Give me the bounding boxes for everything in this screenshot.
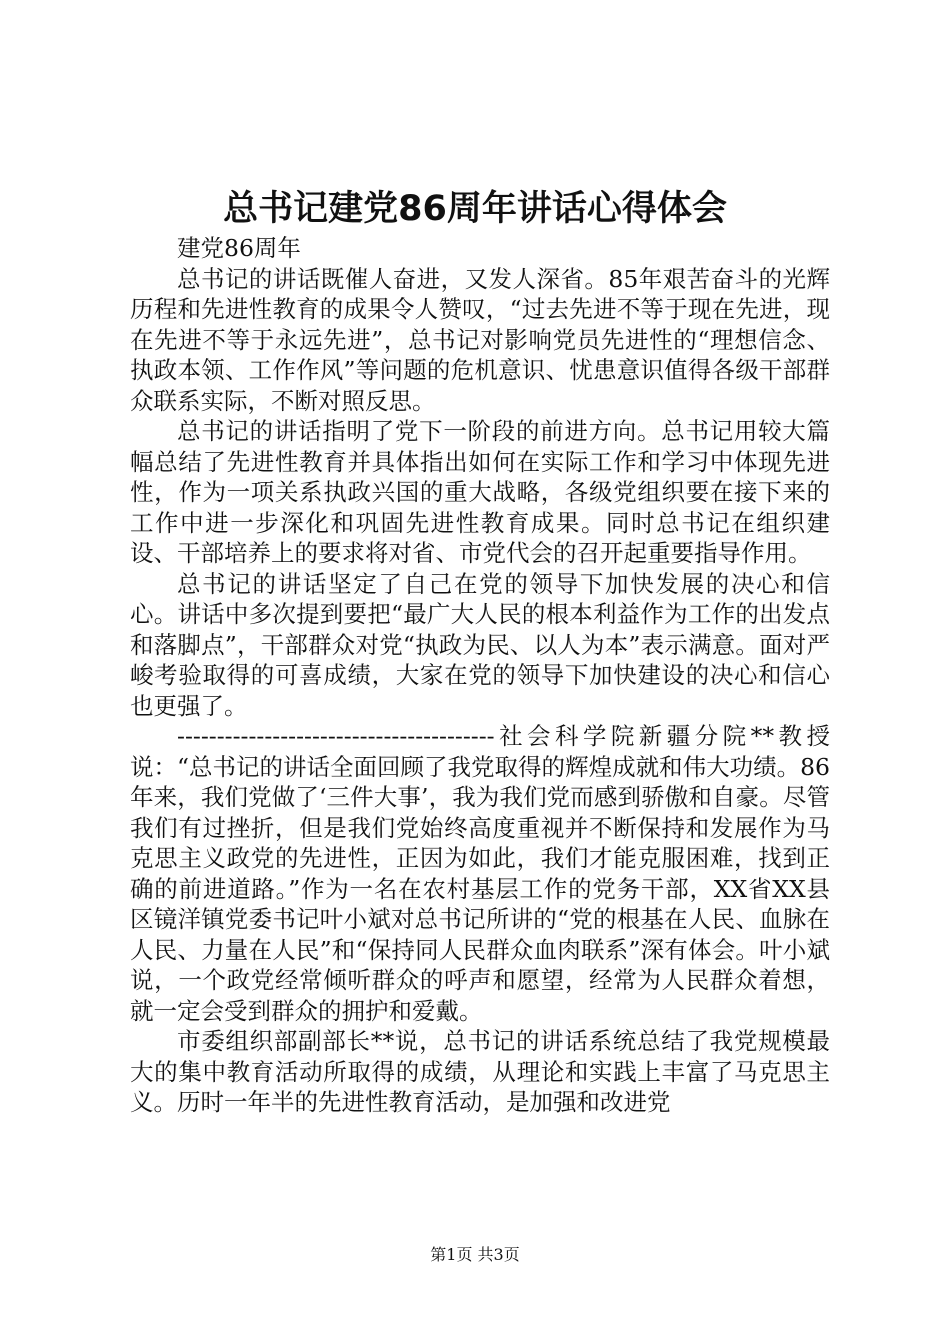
paragraph: 市委组织部副部长**说，总书记的讲话系统总结了我党规模最大的集中教育活动所取得的成绩，从理论和实践上丰富了马克思主义。历时一年半的先进性教育活动，是加强和改进党: [130, 1027, 830, 1116]
paragraph: 总书记的讲话坚定了自己在党的领导下加快发展的决心和信心。讲话中多次提到要把“最广大人民的根本利益作为工作的出发点和落脚点”，干部群众对党“执政为民、以人为本”表示满意。面对严峻考验取得的可喜成绩，大家在党的领导下加快建设的决心和信心也更强了。: [130, 569, 830, 720]
page-number-footer: 第1页 共3页: [430, 1245, 520, 1264]
document-body: [130, 233, 830, 1118]
paragraph-subtitle: 建党86周年: [177, 234, 301, 262]
paragraph: ----------------------------------------社会科学院新疆分院**教授说：“总书记的讲话全面回顾了我党取得的辉煌成就和伟大功绩。86年来，我们党做了‘三件大事’，我为我们党而感到骄傲和自豪。尽管我们有过挫折，但是我们党始终高度重视并不断保持和发展作为马克思主义政党的先进性，正因为如此，我们才能克服困难，找到正确的前进道路。”作为一名在农村基层工作的党务干部，XX省XX县区镜洋镇党委书记叶小斌对总书记所讲的“党的根基在人民、血脉在人民、力量在人民”和“保持同人民群众血肉联系”深有体会。叶小斌说，一个政党经常倾听群众的呼声和愿望，经常为人民群众着想，就一定会受到群众的拥护和爱戴。: [130, 722, 830, 1025]
paragraph: 总书记的讲话指明了党下一阶段的前进方向。总书记用较大篇幅总结了先进性教育并具体指出如何在实际工作和学习中体现先进性，作为一项关系执政兴国的重大战略，各级党组织要在接下来的工作中进一步深化和巩固先进性教育成果。同时总书记在组织建设、干部培养上的要求将对省、市党代会的召开起重要指导作用。: [130, 417, 830, 567]
paragraph: 总书记的讲话既催人奋进，又发人深省。85年艰苦奋斗的光辉历程和先进性教育的成果令人赞叹，“过去先进不等于现在先进，现在先进不等于永远先进”，总书记对影响党员先进性的“理想信念、执政本领、工作作风”等问题的危机意识、忧患意识值得各级干部群众联系实际，不断对照反思。: [130, 264, 830, 415]
page-title: 总书记建党86周年讲话心得体会: [223, 189, 727, 229]
